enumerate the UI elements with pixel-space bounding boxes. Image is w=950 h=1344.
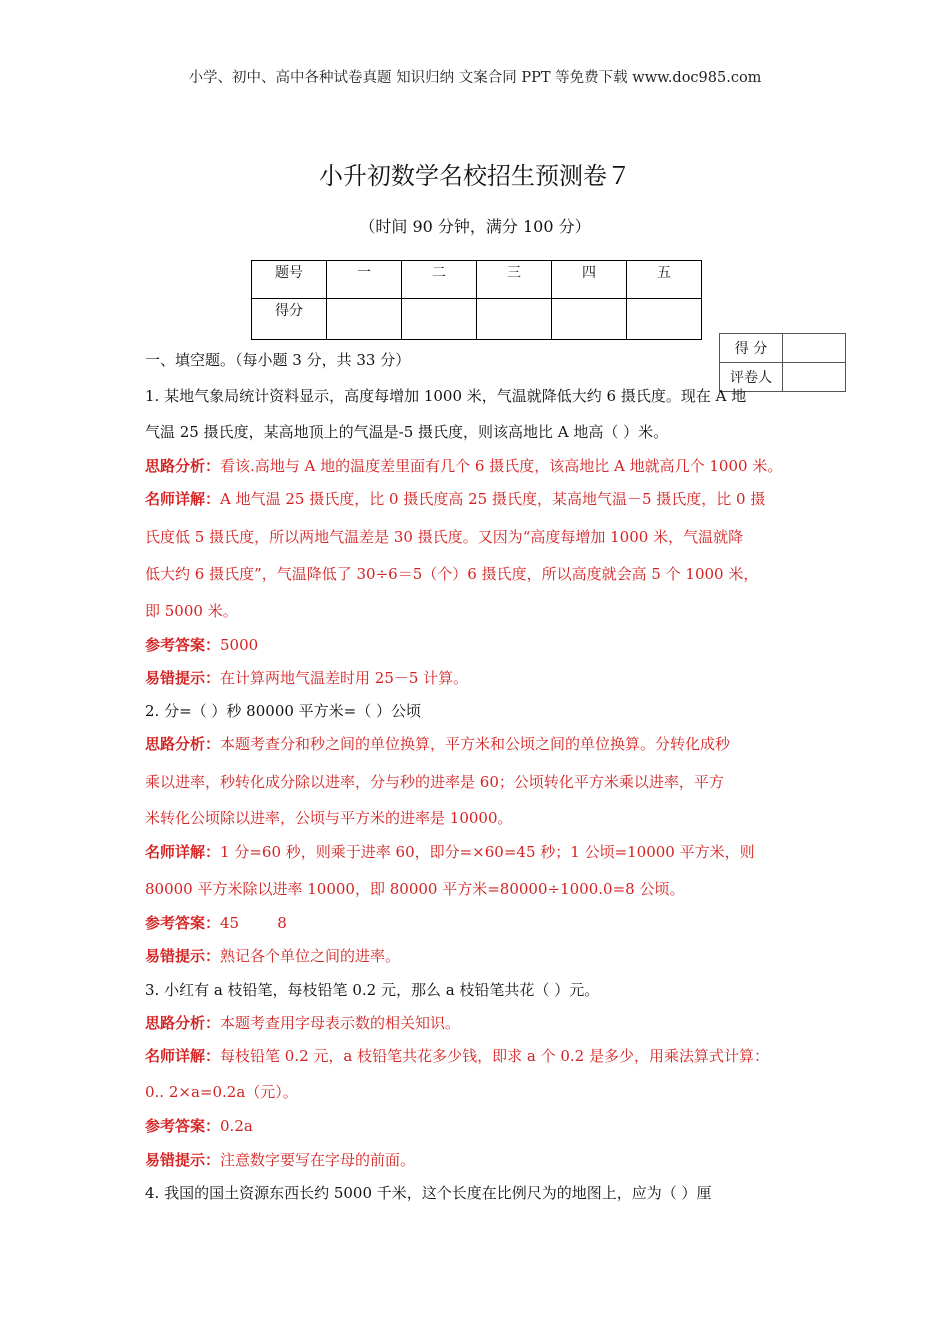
tip-label: 易错提示： bbox=[145, 947, 221, 965]
score-cell bbox=[627, 299, 702, 340]
q3-answer: 参考答案：0.2a bbox=[145, 1117, 253, 1135]
page-title: 小升初数学名校招生预测卷７ bbox=[319, 162, 631, 190]
grader-score-cell bbox=[783, 334, 846, 363]
answer-label: 参考答案： bbox=[145, 1117, 221, 1135]
score-table-score-label: 得分 bbox=[252, 299, 327, 340]
q1-explanation-line4: 即 5000 米。 bbox=[145, 602, 238, 620]
q1-explanation-line3: 低大约 6 摄氏度”，气温降低了 30÷6＝5（个）6 摄氏度，所以高度就会高 5 个 1000 米， bbox=[145, 565, 759, 583]
score-cell bbox=[402, 299, 477, 340]
q1-tip: 易错提示：在计算两地气温差时用 25－5 计算。 bbox=[145, 669, 469, 687]
score-table-col-5: 五 bbox=[627, 261, 702, 299]
q1-explanation-line1: 名师详解：A 地气温 25 摄氏度，比 0 摄氏度高 25 摄氏度，某高地气温－5 摄氏度，比 0 摄 bbox=[145, 490, 766, 508]
explanation-label: 名师详解： bbox=[145, 1047, 221, 1065]
q2-explanation-line1: 名师详解：1 分=60 秒，则乘于进率 60，即分=×60=45 秒；1 公顷=10000 平方米，则 bbox=[145, 843, 755, 861]
score-table-col-2: 二 bbox=[402, 261, 477, 299]
score-table-col-4: 四 bbox=[552, 261, 627, 299]
q2-explanation-line2: 80000 平方米除以进率 10000，即 80000 平方米=80000÷1000.0=8 公顷。 bbox=[145, 880, 685, 898]
q3-explanation-line1: 名师详解：每枝铅笔 0.2 元，a 枝铅笔共花多少钱，即求 a 个 0.2 是多少，用乘法算式计算： bbox=[145, 1047, 769, 1065]
analysis-label: 思路分析： bbox=[145, 735, 221, 753]
q3-explanation-line2: 0.. 2×a=0.2a（元）。 bbox=[145, 1083, 298, 1101]
answer-label: 参考答案： bbox=[145, 914, 221, 932]
grader-score-label: 得 分 bbox=[720, 334, 783, 363]
score-table bbox=[251, 260, 702, 340]
q4-text: 4. 我国的国土资源东西长约 5000 千米，这个长度在比例尺为的地图上，应为（ ）厘 bbox=[145, 1184, 712, 1202]
explanation-label: 名师详解： bbox=[145, 490, 221, 508]
q2-tip: 易错提示：熟记各个单位之间的进率。 bbox=[145, 947, 401, 965]
analysis-label: 思路分析： bbox=[145, 1014, 221, 1032]
q3-analysis: 思路分析：本题考查用字母表示数的相关知识。 bbox=[145, 1014, 461, 1032]
grader-box bbox=[719, 333, 846, 392]
q1-text-line2: 气温 25 摄氏度，某高地顶上的气温是-5 摄氏度，则该高地比 A 地高（ ）米。 bbox=[145, 423, 669, 441]
section-heading: 一、填空题。（每小题 3 分，共 33 分） bbox=[145, 351, 411, 369]
q2-text: 2. 分=（ ）秒 80000 平方米=（ ）公顷 bbox=[145, 702, 422, 720]
score-cell bbox=[327, 299, 402, 340]
score-table-col-3: 三 bbox=[477, 261, 552, 299]
q1-analysis: 思路分析：看该.高地与 A 地的温度差里面有几个 6 摄氏度，该高地比 A 地就高几个 1000 米。 bbox=[145, 457, 783, 475]
score-table-col-1: 一 bbox=[327, 261, 402, 299]
score-cell bbox=[552, 299, 627, 340]
q2-analysis-line2: 乘以进率，秒转化成分除以进率，分与秒的进率是 60；公顷转化平方米乘以进率，平方 bbox=[145, 773, 724, 791]
q3-tip: 易错提示：注意数字要写在字母的前面。 bbox=[145, 1151, 416, 1169]
answer-label: 参考答案： bbox=[145, 636, 221, 654]
q1-answer: 参考答案：5000 bbox=[145, 636, 259, 654]
page-subtitle: （时间 90 分钟，满分 100 分） bbox=[359, 217, 591, 236]
q2-analysis-line1: 思路分析：本题考查分和秒之间的单位换算，平方米和公顷之间的单位换算。分转化成秒 bbox=[145, 735, 731, 753]
tip-label: 易错提示： bbox=[145, 1151, 221, 1169]
grader-name-label: 评卷人 bbox=[720, 363, 783, 392]
q2-answer: 参考答案：45 8 bbox=[145, 914, 287, 932]
tip-label: 易错提示： bbox=[145, 669, 221, 687]
explanation-label: 名师详解： bbox=[145, 843, 221, 861]
score-cell bbox=[477, 299, 552, 340]
q2-analysis-line3: 米转化公顷除以进率，公顷与平方米的进率是 10000。 bbox=[145, 809, 513, 827]
score-table-header-label: 题号 bbox=[252, 261, 327, 299]
grader-name-cell bbox=[783, 363, 846, 392]
page-header: 小学、初中、高中各种试卷真题 知识归纳 文案合同 PPT 等免费下载 www.doc985.com bbox=[188, 70, 762, 86]
q1-explanation-line2: 氏度低 5 摄氏度，所以两地气温差是 30 摄氏度。又因为“高度每增加 1000 米，气温就降 bbox=[145, 528, 744, 546]
analysis-label: 思路分析： bbox=[145, 457, 221, 475]
q1-text-line1: 1. 某地气象局统计资料显示，高度每增加 1000 米，气温就降低大约 6 摄氏度。现在 A 地 bbox=[145, 387, 747, 405]
q3-text: 3. 小红有 a 枝铅笔，每枝铅笔 0.2 元，那么 a 枝铅笔共花（ ）元。 bbox=[145, 981, 600, 999]
